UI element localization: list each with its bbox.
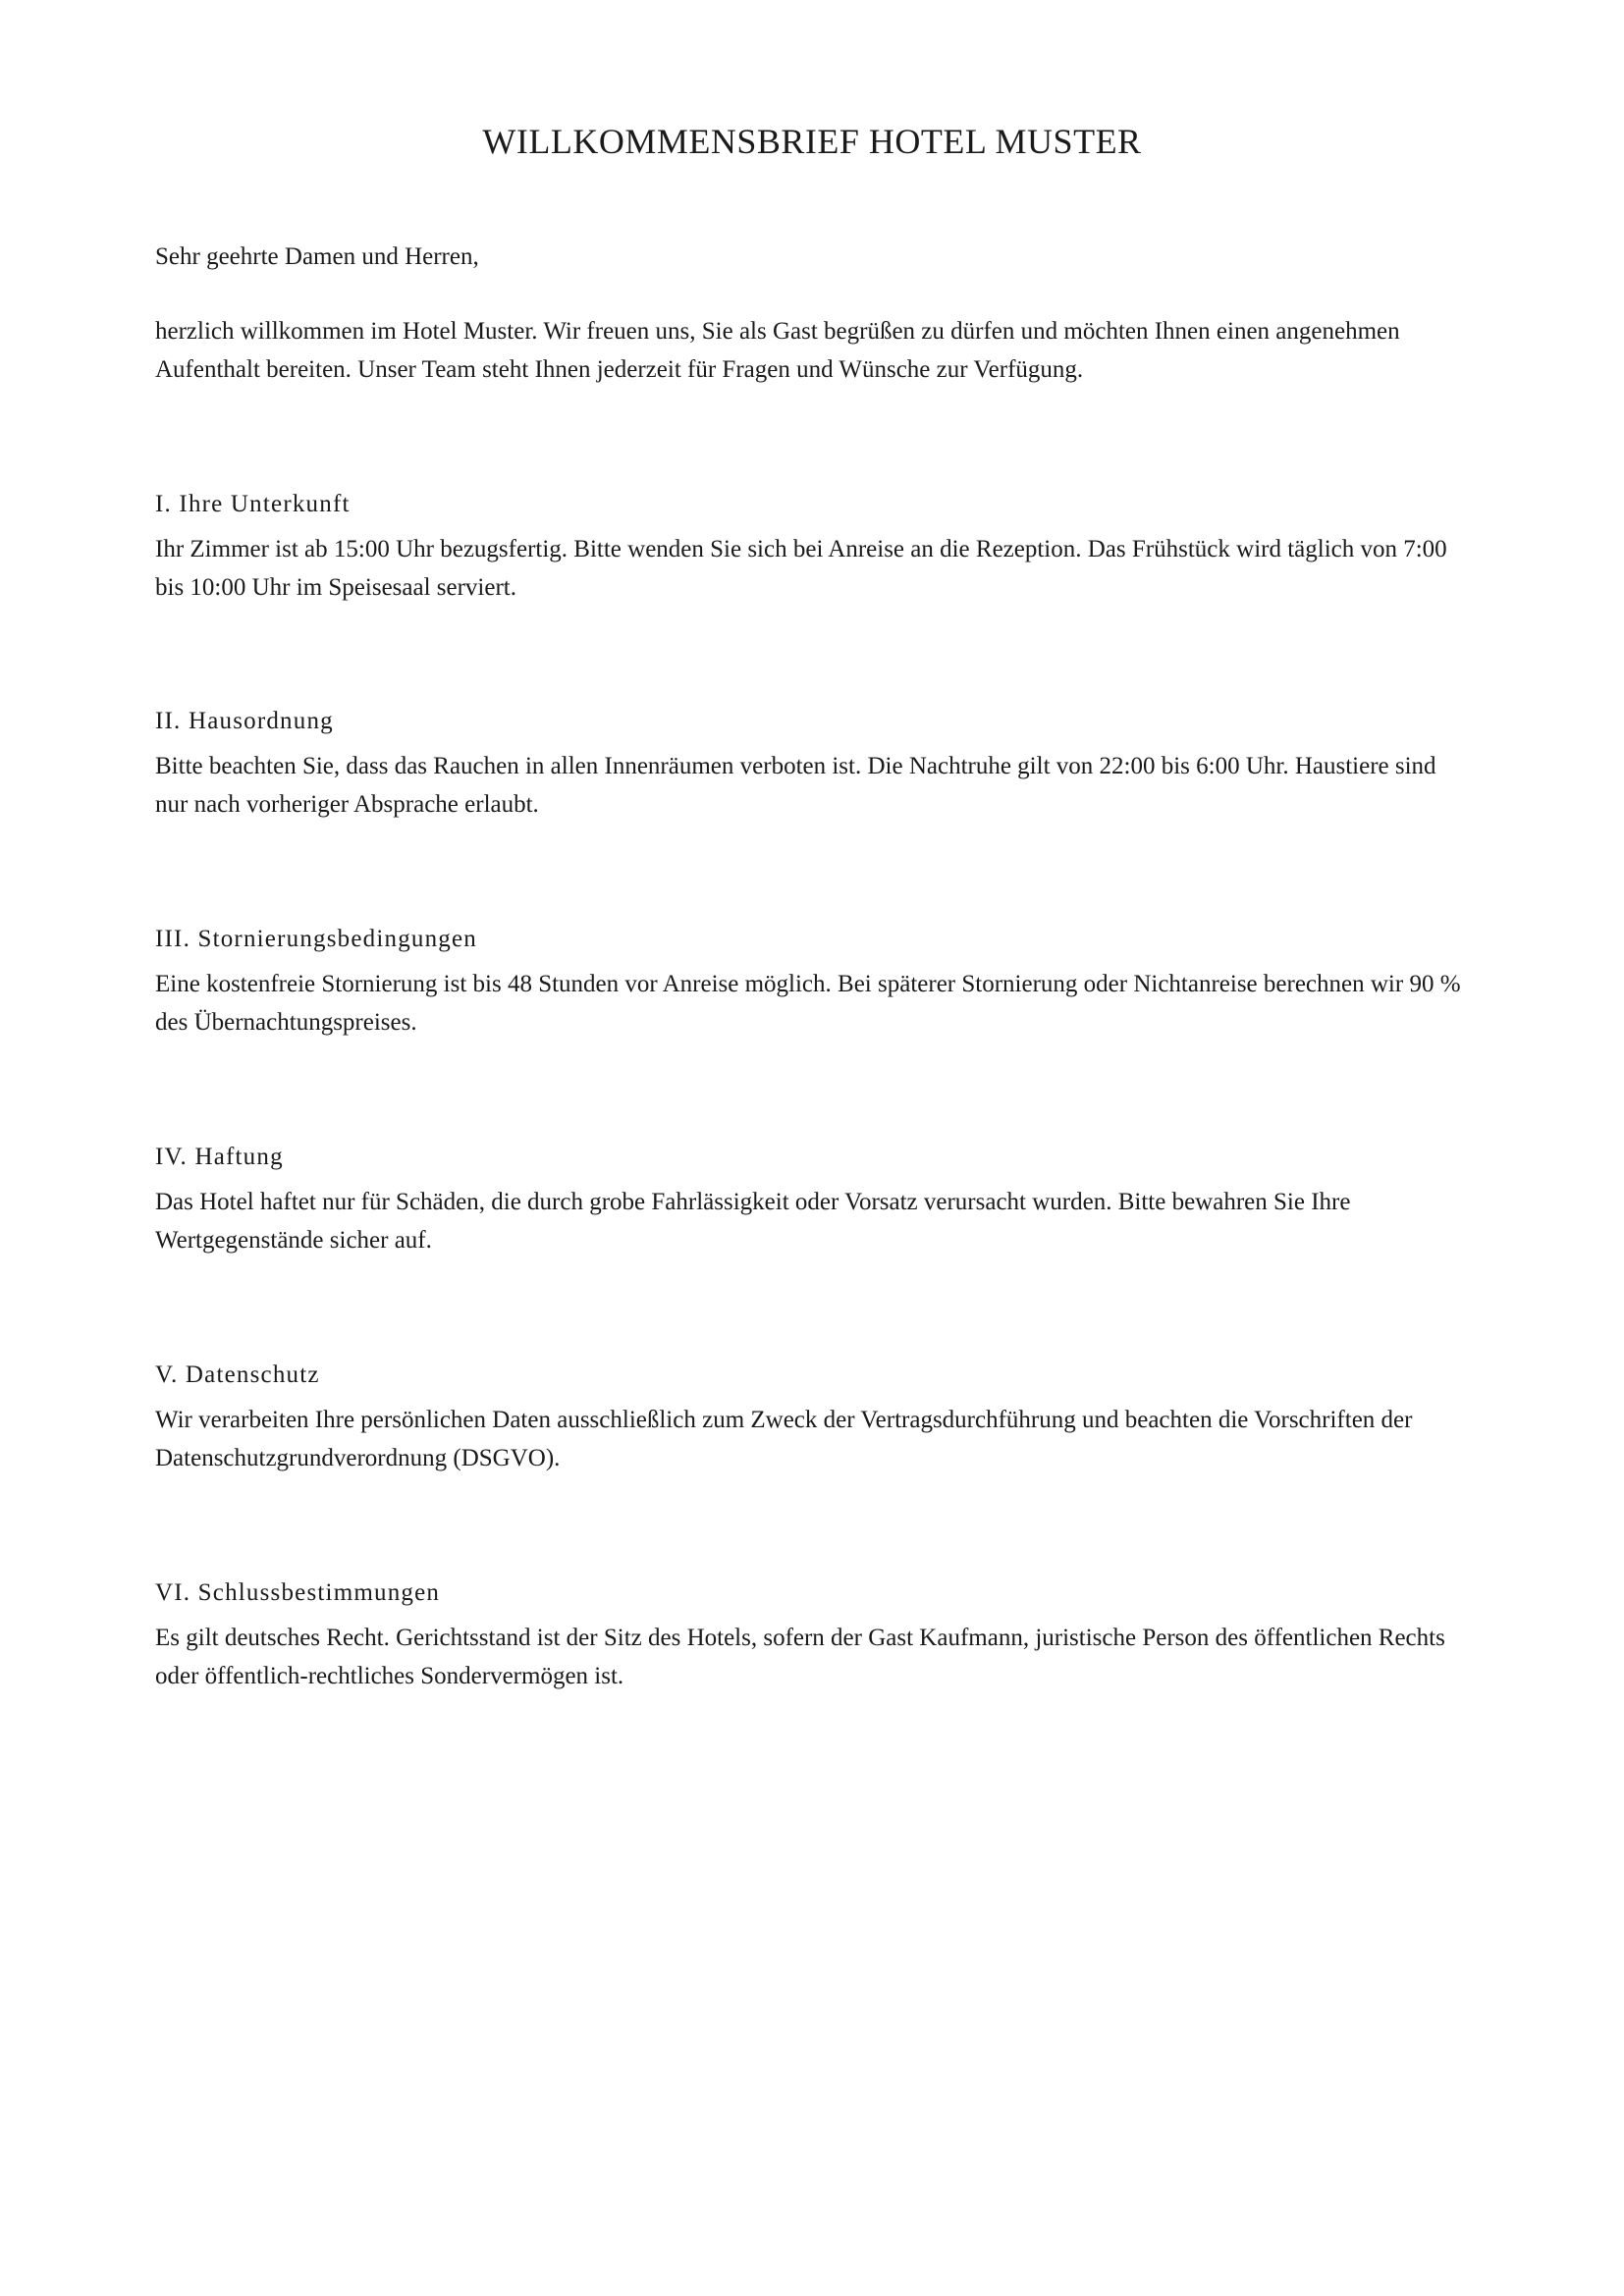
section-heading-haftung: IV. Haftung (155, 1144, 284, 1170)
section-heading-schlussbestimmungen: VI. Schlussbestimmungen (155, 1579, 441, 1606)
section-heading-hausordnung: II. Hausordnung (155, 708, 334, 734)
section-text-hausordnung: Bitte beachten Sie, dass das Rauchen in allen Innenräumen verboten ist. Die Nachtruhe gilt von 22:00 bis 6:00 Uhr. Haustiere sind nur nach vorheriger Absprache erlaubt. (155, 753, 1436, 818)
section-text-stornierung: Eine kostenfreie Stornierung ist bis 48 Stunden vor Anreise möglich. Bei späterer Stornierung oder Nichtanreise berechnen wir 90 % des Übernachtungspreises. (155, 971, 1461, 1036)
section-heading-unterkunft: I. Ihre Unterkunft (155, 491, 351, 517)
document-title: WILLKOMMENSBRIEF HOTEL MUSTER (482, 122, 1142, 161)
section-text-schlussbestimmungen: Es gilt deutsches Recht. Gerichtsstand ist der Sitz des Hotels, sofern der Gast Kaufmann, juristische Person des öffentlichen Rechts oder öffentlich-rechtliches Sondervermögen ist. (155, 1625, 1445, 1689)
section-heading-stornierung: III. Stornierungsbedingungen (155, 926, 477, 952)
section-text-datenschutz: Wir verarbeiten Ihre persönlichen Daten ausschließlich zum Zweck der Vertragsdurchführung und beachten die Vorschriften der Datenschutzgrundverordnung (DSGVO). (155, 1407, 1413, 1471)
section-text-unterkunft: Ihr Zimmer ist ab 15:00 Uhr bezugsfertig. Bitte wenden Sie sich bei Anreise an die Rezeption. Das Frühstück wird täglich von 7:00 bis 10:00 Uhr im Speisesaal serviert. (155, 536, 1447, 601)
intro-paragraph: herzlich willkommen im Hotel Muster. Wir freuen uns, Sie als Gast begrüßen zu dürfen und möchten Ihnen einen angenehmen Aufenthalt bereiten. Unser Team steht Ihnen jederzeit für Fragen und Wünsche zur Verfügung. (155, 318, 1400, 383)
section-heading-datenschutz: V. Datenschutz (155, 1362, 320, 1388)
salutation: Sehr geehrte Damen und Herren, (155, 243, 479, 270)
section-text-haftung: Das Hotel haftet nur für Schäden, die durch grobe Fahrlässigkeit oder Vorsatz verursacht wurden. Bitte bewahren Sie Ihre Wertgegenstände sicher auf. (155, 1189, 1351, 1254)
